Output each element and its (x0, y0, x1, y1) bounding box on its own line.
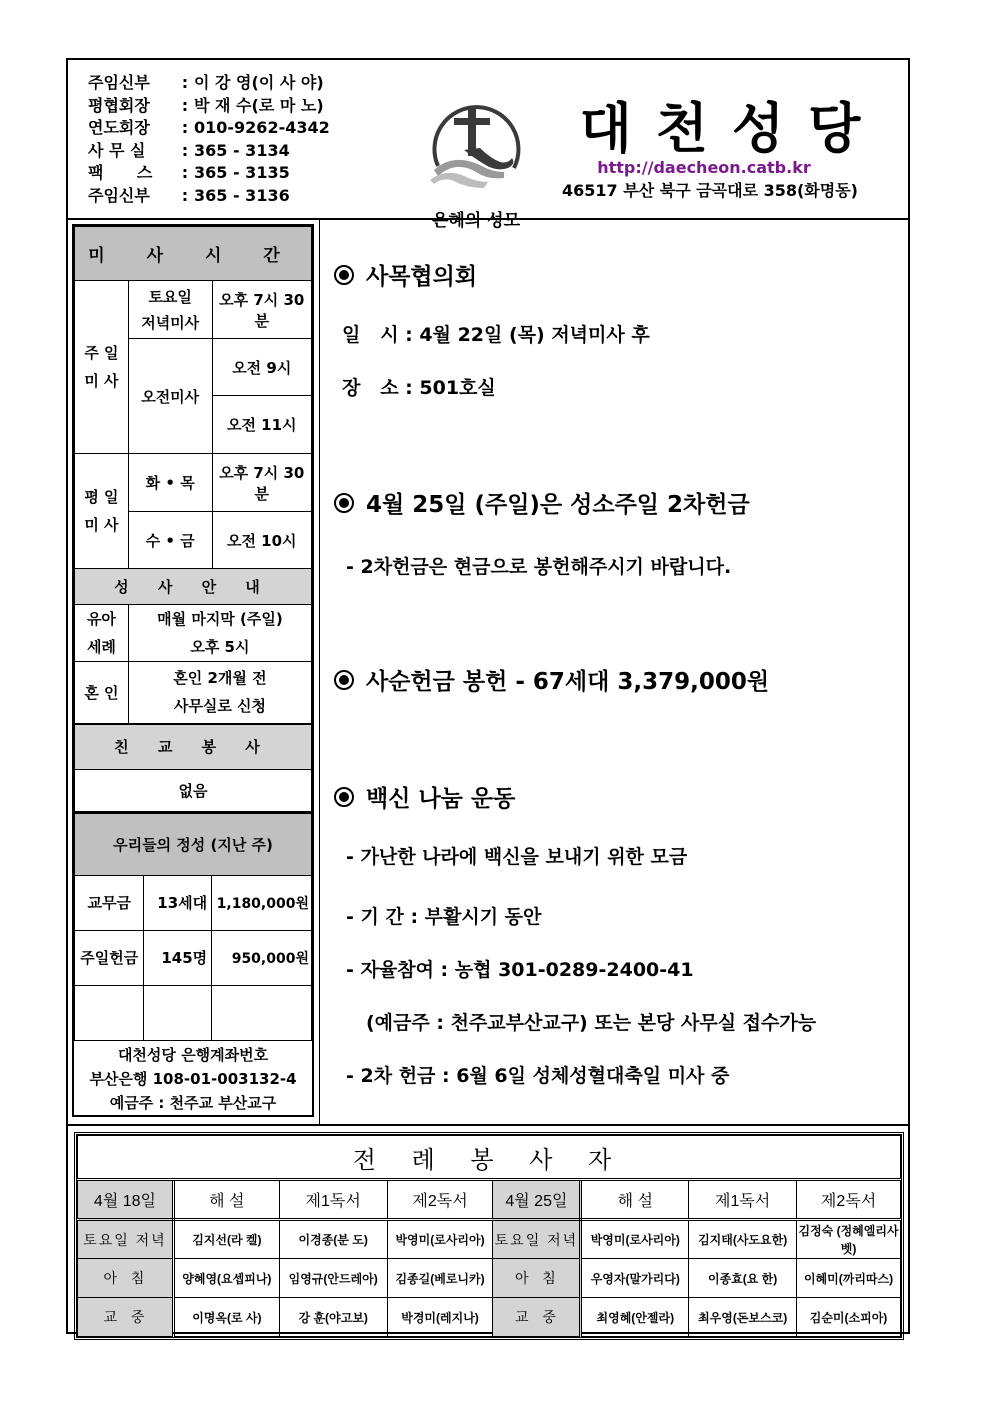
bullet-circle-icon (334, 670, 354, 690)
notice-line: 장 소 : 501호실 (342, 377, 496, 399)
bullet-circle-icon (334, 787, 354, 807)
church-logo (420, 88, 530, 231)
week-date: 4월 25일 (493, 1180, 581, 1220)
notice-heading: 4월 25일 (주일)은 성소주일 2차헌금 (334, 486, 750, 519)
server-cell: 박경미(레지나) (387, 1298, 493, 1337)
weekday-mass-label: 평 일 미 사 (75, 454, 129, 569)
notice-heading: 사순헌금 봉헌 - 67세대 3,379,000원 (334, 663, 769, 696)
table-row (78, 1259, 901, 1298)
logo-caption: 은혜의 성모 (431, 211, 521, 231)
row-label: 아 침 (78, 1259, 174, 1298)
liturgy-table (77, 1135, 901, 1337)
offering-label: 주일헌금 (75, 930, 144, 985)
liturgy-table-frame (74, 1132, 904, 1340)
server-cell: 최영혜(안젤라) (581, 1298, 689, 1337)
contact-list (88, 72, 330, 207)
church-address: 46517 부산 북구 금곡대로 358(화명동) (562, 181, 858, 200)
server-cell: 김종길(베로니카) (387, 1259, 493, 1298)
server-cell: 임영규(안드레아) (279, 1259, 387, 1298)
notice-line: - 가난한 나라에 백신을 보내기 위한 모금 (346, 846, 688, 868)
left-sidebar (68, 220, 320, 1124)
sacraments-title: 성 사 안 내 (75, 569, 312, 605)
marriage-info: 혼인 2개월 전 사무실로 신청 (128, 662, 311, 724)
row-label: 교 중 (78, 1298, 174, 1337)
server-cell: 김지태(사도요한) (689, 1220, 797, 1259)
server-cell: 김순미(소피아) (797, 1298, 901, 1337)
notice-line: 일 시 : 4월 22일 (목) 저녁미사 후 (342, 324, 650, 346)
column-header: 제2독서 (387, 1180, 493, 1220)
notice-line: - 2차헌금은 현금으로 봉헌해주시기 바랍니다. (346, 556, 732, 578)
offering-label (75, 985, 144, 1040)
server-cell: 박영미(로사리아) (581, 1220, 689, 1259)
contact-row: 연도회장 : 010-9262-4342 (88, 118, 330, 137)
contact-row: 평협회장 : 박 재 수(로 마 노) (88, 95, 324, 115)
column-header: 제1독서 (279, 1180, 387, 1220)
sat-evening-time: 오후 7시 30분 (212, 281, 311, 339)
contact-row: 사 무 실 : 365 - 3134 (88, 140, 290, 160)
offerings-title: 우리들의 정성 (지난 주) (75, 813, 312, 875)
server-cell: 김정숙 (정혜엘리사벳) (797, 1220, 901, 1259)
bullet-circle-icon (334, 265, 354, 285)
offerings-table (74, 812, 312, 1041)
contact-row: 주임신부 : 이 강 영(이 사 야) (88, 73, 324, 92)
offering-count: 145명 (144, 930, 212, 985)
infant-baptism-label: 유아 세례 (75, 605, 129, 662)
server-cell: 강 훈(야고보) (279, 1298, 387, 1337)
bullet-circle-icon (334, 493, 354, 513)
bank-account-info: 대천성당 은행계좌번호 부산은행 108-01-003132-4 예금주 : 천주교 부산교구 (89, 1045, 297, 1112)
liturgy-section (68, 1124, 908, 1332)
wed-fri-time: 오전 10시 (212, 512, 311, 569)
column-header: 제2독서 (797, 1180, 901, 1220)
tue-thu-time: 오후 7시 30분 (212, 454, 311, 512)
offering-label: 교무금 (75, 875, 144, 930)
notice-heading: 사목협의회 (334, 258, 477, 291)
row-label: 토요일 저녁 (493, 1220, 581, 1259)
sunday-mass-label: 주 일 미 사 (75, 281, 129, 454)
server-cell: 이명옥(로 사) (173, 1298, 279, 1337)
contact-row: 주임신부 : 365 - 3136 (88, 185, 290, 205)
column-header: 해 설 (173, 1180, 279, 1220)
bulletin-page (66, 58, 910, 1334)
morning-mass-label: 오전미사 (128, 339, 212, 454)
server-cell: 이경종(분 도) (279, 1220, 387, 1259)
church-website-link[interactable]: http://daecheon.catb.kr (597, 158, 811, 177)
morning-time-1: 오전 9시 (212, 339, 311, 396)
fellowship-value: 없음 (75, 770, 312, 812)
fellowship-title: 친 교 봉 사 (75, 724, 312, 770)
offering-amount: 1,180,000원 (212, 875, 312, 930)
server-cell: 우영자(말가리다) (581, 1259, 689, 1298)
column-header: 제1독서 (689, 1180, 797, 1220)
notice-line: - 자율참여 : 농협 301-0289-2400-41 (346, 959, 694, 981)
infant-baptism-info: 매월 마지막 (주일) 오후 5시 (128, 605, 311, 662)
server-cell: 이혜미(까리따스) (797, 1259, 901, 1298)
tue-thu-label: 화 • 목 (128, 454, 212, 512)
bulletin-header (68, 60, 908, 231)
sat-evening-label: 토요일 저녁미사 (128, 281, 212, 339)
wed-fri-label: 수 • 금 (128, 512, 212, 569)
week-date: 4월 18일 (78, 1180, 174, 1220)
row-label: 아 침 (493, 1259, 581, 1298)
morning-time-2: 오전 11시 (212, 396, 311, 454)
column-header: 해 설 (581, 1180, 689, 1220)
offering-count (144, 985, 212, 1040)
notice-line: - 2차 헌금 : 6월 6일 성체성혈대축일 미사 중 (346, 1065, 730, 1087)
table-row (78, 1220, 901, 1259)
server-cell: 최우영(돈보스코) (689, 1298, 797, 1337)
server-cell: 김지선(라 켈) (173, 1220, 279, 1259)
church-title: 대천성당 (579, 97, 885, 160)
row-label: 토요일 저녁 (78, 1220, 174, 1259)
notices-area (320, 220, 908, 1124)
offering-amount (212, 985, 312, 1040)
notice-heading: 백신 나눔 운동 (334, 780, 515, 813)
notice-line: - 기 간 : 부활시기 동안 (346, 906, 542, 928)
mass-times-table (74, 226, 312, 812)
contact-row: 팩 스 : 365 - 3135 (88, 163, 290, 182)
liturgy-title: 전 례 봉 사 자 (78, 1136, 901, 1180)
row-label: 교 중 (493, 1298, 581, 1337)
offering-count: 13세대 (144, 875, 212, 930)
cross-wave-logo-icon (424, 88, 524, 200)
table-row (78, 1298, 901, 1337)
info-box (72, 224, 314, 1117)
mass-times-title: 미 사 시 간 (75, 227, 312, 281)
notice-line: (예금주 : 천주교부산교구) 또는 본당 사무실 접수가능 (366, 1012, 817, 1034)
marriage-label: 혼 인 (75, 662, 129, 724)
server-cell: 이종효(요 한) (689, 1259, 797, 1298)
server-cell: 박영미(로사리아) (387, 1220, 493, 1259)
offering-amount: 950,000원 (212, 930, 312, 985)
server-cell: 양혜영(요셉피나) (173, 1259, 279, 1298)
